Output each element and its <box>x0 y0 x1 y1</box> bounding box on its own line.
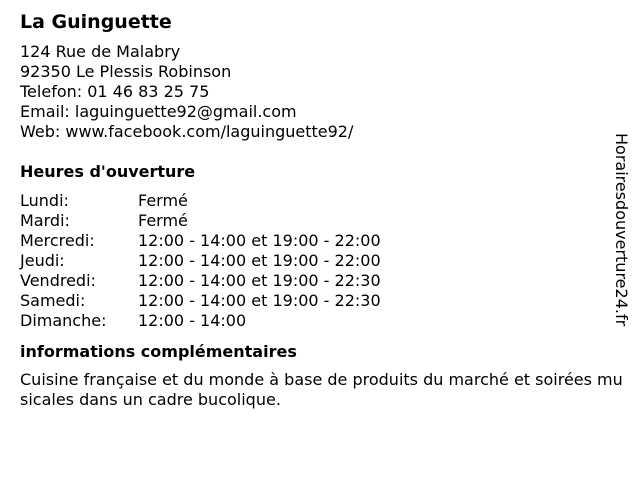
hours-row-thursday <box>20 251 620 271</box>
email-address: Email: laguinguette92@gmail.com <box>20 102 297 121</box>
info-description: Cuisine française et du monde à base de produits du marché et soirées musicales dans un cadre bucolique. <box>20 370 623 409</box>
phone-number: Telefon: 01 46 83 25 75 <box>20 82 210 101</box>
site-watermark: Horairesdouverture24.fr <box>612 133 631 327</box>
day-label: Lundi: <box>20 191 69 210</box>
address-city: 92350 Le Plessis Robinson <box>20 62 232 81</box>
day-label: Samedi: <box>20 291 86 310</box>
hours-row-sunday <box>20 311 620 331</box>
hours-row-saturday <box>20 291 620 311</box>
hours-row-wednesday <box>20 231 620 251</box>
day-label: Vendredi: <box>20 271 96 290</box>
day-label: Dimanche: <box>20 311 107 330</box>
info-heading: informations complémentaires <box>20 342 297 361</box>
hours-heading: Heures d'ouverture <box>20 162 196 181</box>
hours-row-friday <box>20 271 620 291</box>
watermark-container <box>613 133 629 348</box>
hours-table <box>20 191 620 331</box>
day-label: Mardi: <box>20 211 70 230</box>
day-hours: 12:00 - 14:00 <box>138 311 247 330</box>
hours-row-monday <box>20 191 620 211</box>
day-hours: 12:00 - 14:00 et 19:00 - 22:00 <box>138 251 381 270</box>
day-hours: 12:00 - 14:00 et 19:00 - 22:30 <box>138 291 381 310</box>
day-hours: Fermé <box>138 211 188 230</box>
website: Web: www.facebook.com/laguinguette92/ <box>20 122 354 141</box>
day-label: Jeudi: <box>20 251 65 270</box>
address-block <box>20 42 620 142</box>
day-label: Mercredi: <box>20 231 95 250</box>
hours-row-tuesday <box>20 211 620 231</box>
address-street: 124 Rue de Malabry <box>20 42 181 61</box>
day-hours: Fermé <box>138 191 188 210</box>
day-hours: 12:00 - 14:00 et 19:00 - 22:00 <box>138 231 381 250</box>
business-name: La Guinguette <box>20 11 172 33</box>
day-hours: 12:00 - 14:00 et 19:00 - 22:30 <box>138 271 381 290</box>
